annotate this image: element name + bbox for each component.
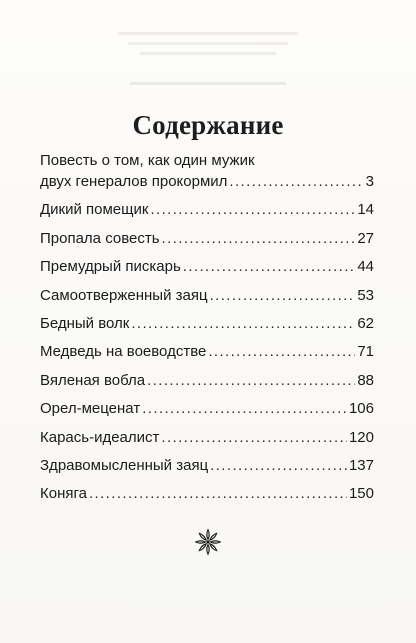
dot-leader xyxy=(208,341,355,362)
dot-leader xyxy=(229,171,363,192)
toc-page-number: 150 xyxy=(348,485,374,503)
toc-entry-label: двух генералов прокормил xyxy=(40,173,228,190)
toc-entry[interactable] xyxy=(40,427,374,448)
toc-page-number: 27 xyxy=(357,229,374,247)
toc-entry-label: Медведь на воеводстве xyxy=(40,343,207,361)
page-title: Содержание xyxy=(132,110,284,141)
toc-entry[interactable] xyxy=(40,228,374,249)
toc-entry-label-line1: Повесть о том, как один мужик xyxy=(40,152,255,169)
toc-entry[interactable] xyxy=(40,398,374,419)
toc-entry[interactable] xyxy=(40,313,374,334)
toc-page-number: 106 xyxy=(348,400,374,418)
toc-page-number: 53 xyxy=(357,286,374,304)
toc-entry-label: Пропала совесть xyxy=(40,229,160,247)
dot-leader xyxy=(183,256,356,277)
toc-page-number: 62 xyxy=(357,314,374,332)
toc-page-number: 44 xyxy=(357,258,374,276)
toc-page-number: 137 xyxy=(348,456,374,474)
dot-leader xyxy=(210,285,356,306)
dot-leader xyxy=(162,228,356,249)
toc-page-number: 14 xyxy=(357,201,374,219)
toc-entry-label: Бедный волк xyxy=(40,314,130,332)
show-through-lines xyxy=(0,30,416,90)
toc-entry-label: Премудрый пискарь xyxy=(40,258,181,276)
dot-leader xyxy=(210,455,347,476)
toc-entry-label: Орел-меценат xyxy=(40,400,141,418)
toc-entry-label: Самоотверженный заяц xyxy=(40,286,208,304)
toc-entry[interactable] xyxy=(40,199,374,220)
dot-leader xyxy=(131,313,355,334)
toc-page-number: 71 xyxy=(357,343,374,361)
show-through-texture xyxy=(0,30,416,93)
toc-entry[interactable] xyxy=(40,483,374,504)
dot-leader xyxy=(89,483,347,504)
toc-entry[interactable] xyxy=(40,150,374,192)
table-of-contents xyxy=(40,150,374,504)
toc-page-number: 88 xyxy=(357,371,374,389)
toc-entry[interactable] xyxy=(40,256,374,277)
toc-entry[interactable] xyxy=(40,341,374,362)
toc-entry-label: Карась-идеалист xyxy=(40,428,160,446)
toc-entry-label: Коняга xyxy=(40,485,87,503)
toc-entry-label: Дикий помещик xyxy=(40,201,149,219)
toc-page-number: 120 xyxy=(348,428,374,446)
toc-entry-label: Вяленая вобла xyxy=(40,371,146,389)
dot-leader xyxy=(161,427,347,448)
toc-page-number: 3 xyxy=(365,173,374,190)
toc-entry[interactable] xyxy=(40,285,374,306)
dot-leader xyxy=(142,398,347,419)
toc-entry[interactable] xyxy=(40,370,374,391)
snowflake-ornament-icon xyxy=(193,527,223,557)
dot-leader xyxy=(150,199,355,220)
toc-entry[interactable] xyxy=(40,455,374,476)
toc-entry-label: Здравомысленный заяц xyxy=(40,456,209,474)
dot-leader xyxy=(147,370,355,391)
